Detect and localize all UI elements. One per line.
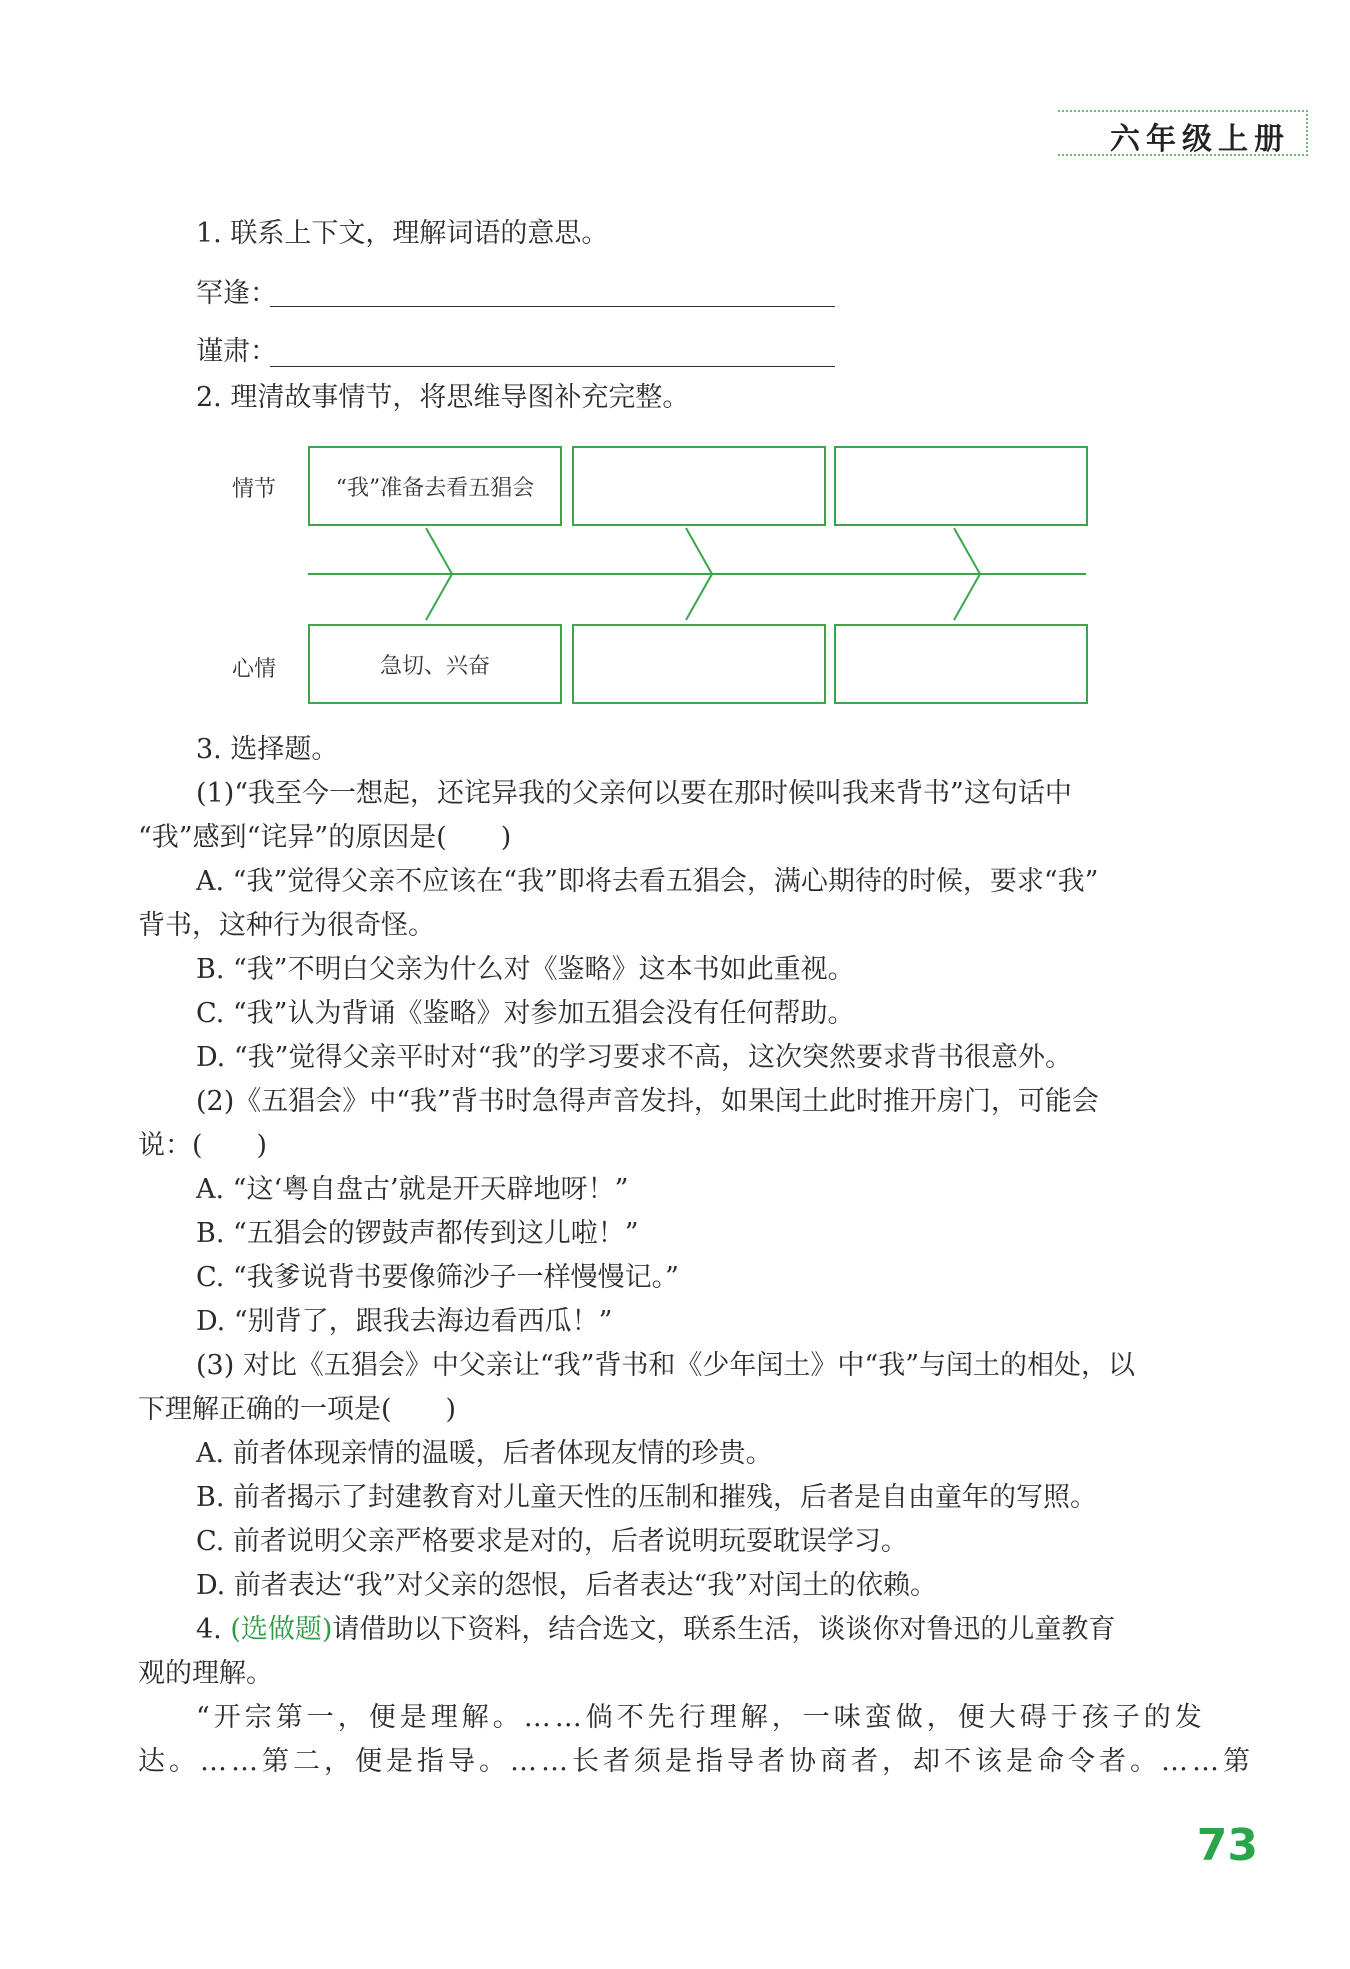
q4-quote-line1: “开宗第一，便是理解。……倘不先行理解，一味蛮做，便大碍于孩子的发: [196, 1702, 1206, 1733]
mood-box-1: 急切、兴奋: [308, 624, 562, 704]
q3-1-option-a-line2: 背书，这种行为很奇怪。: [138, 910, 435, 941]
q3-1-stem-line2: “我”感到“诧异”的原因是( ): [138, 822, 512, 853]
q3-1-option-d[interactable]: D. “我”觉得父亲平时对“我”的学习要求不高，这次突然要求背书很意外。: [196, 1042, 1073, 1073]
q1-answer-line-1[interactable]: [270, 306, 835, 307]
q3-3-stem-line2: 下理解正确的一项是( ): [138, 1394, 457, 1425]
q1-word2: 谨肃：: [196, 336, 277, 367]
q2-prompt: 2. 理清故事情节，将思维导图补充完整。: [196, 382, 690, 413]
grade-label: 六年级上册: [1110, 122, 1290, 157]
q4-stem-text: 请借助以下资料，结合选文，联系生活，谈谈你对鲁迅的儿童教育: [332, 1614, 1116, 1645]
q1-word1: 罕逢：: [196, 278, 277, 309]
q4-number: 4.: [196, 1614, 231, 1645]
q3-3-option-d[interactable]: D. 前者表达“我”对父亲的怨恨，后者表达“我”对闰土的依赖。: [196, 1570, 938, 1601]
q1-answer-line-2[interactable]: [270, 366, 835, 367]
q3-2-option-c[interactable]: C. “我爹说背书要像筛沙子一样慢慢记。”: [196, 1262, 679, 1293]
q3-2-stem-line1: (2)《五猖会》中“我”背书时急得声音发抖，如果闰土此时推开房门，可能会: [196, 1086, 1099, 1117]
mood-box-2[interactable]: [572, 624, 826, 704]
q3-3-option-b[interactable]: B. 前者揭示了封建教育对儿童天性的压制和摧残，后者是自由童年的写照。: [196, 1482, 1098, 1513]
q3-2-stem-line2: 说：( ): [138, 1130, 268, 1161]
plot-box-3[interactable]: [834, 446, 1088, 526]
q4-stem-line2: 观的理解。: [138, 1658, 273, 1689]
q3-2-option-d[interactable]: D. “别背了，跟我去海边看西瓜！”: [196, 1306, 613, 1337]
q3-1-option-b[interactable]: B. “我”不明白父亲为什么对《鉴略》这本书如此重视。: [196, 954, 855, 985]
q3-3-stem-line1: (3) 对比《五猖会》中父亲让“我”背书和《少年闰土》中“我”与闰土的相处，以: [196, 1350, 1136, 1381]
q1-prompt: 1. 联系上下文，理解词语的意思。: [196, 218, 609, 249]
mood-box-3[interactable]: [834, 624, 1088, 704]
q4-stem-line1: [196, 1608, 1192, 1652]
label-mood: 心情: [232, 657, 277, 682]
q3-1-option-c[interactable]: C. “我”认为背诵《鉴略》对参加五猖会没有任何帮助。: [196, 998, 855, 1029]
page-number: 73: [1196, 1820, 1258, 1871]
q3-prompt: 3. 选择题。: [196, 734, 339, 765]
q3-1-stem-line1: (1)“我至今一想起，还诧异我的父亲何以要在那时候叫我来背书”这句话中: [196, 778, 1072, 809]
q3-3-option-c[interactable]: C. 前者说明父亲严格要求是对的，后者说明玩耍耽误学习。: [196, 1526, 908, 1557]
plot-box-2[interactable]: [572, 446, 826, 526]
q4-optional-tag: (选做题): [230, 1614, 333, 1645]
q4-quote-line2: 达。……第二，便是指导。……长者须是指导者协商者，却不该是命令者。……第: [138, 1746, 1254, 1777]
q3-2-option-a[interactable]: A. “这‘粤自盘古’就是开天辟地呀！”: [196, 1174, 629, 1205]
grade-tag: [1058, 110, 1308, 156]
q3-1-option-a-line1[interactable]: A. “我”觉得父亲不应该在“我”即将去看五猖会，满心期待的时候，要求“我”: [196, 866, 1099, 897]
label-plot: 情节: [232, 477, 277, 502]
mind-map: [220, 440, 1120, 710]
plot-box-1: “我”准备去看五猖会: [308, 446, 562, 526]
q3-3-option-a[interactable]: A. 前者体现亲情的温暖，后者体现友情的珍贵。: [196, 1438, 773, 1469]
q3-2-option-b[interactable]: B. “五猖会的锣鼓声都传到这儿啦！”: [196, 1218, 639, 1249]
